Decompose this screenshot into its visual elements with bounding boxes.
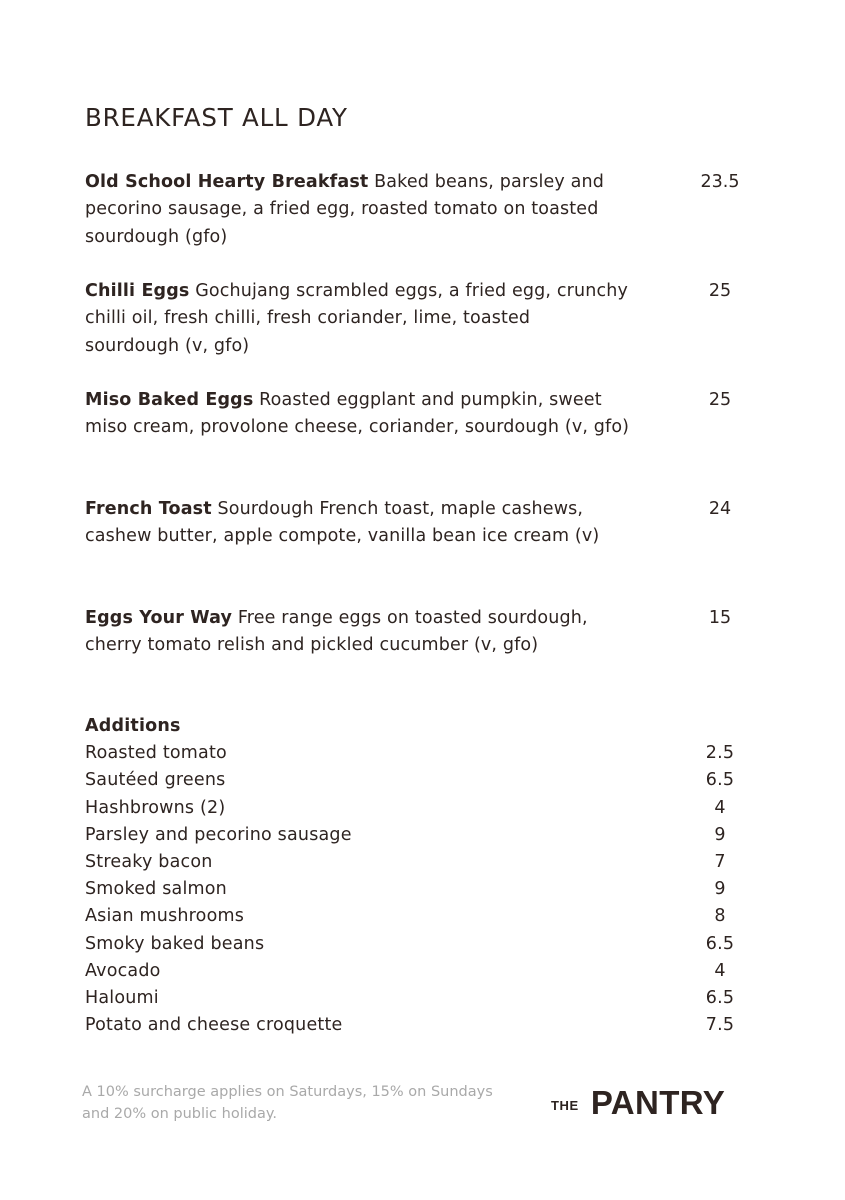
- dish-description: Free range eggs on toasted sourdough, cherry tomato relish and pickled cucumber (v, gfo): [85, 608, 588, 656]
- dish-name: Old School Hearty Breakfast: [85, 172, 369, 192]
- addition-price: 6.5: [705, 933, 735, 954]
- addition-row: [85, 795, 765, 822]
- addition-name: Potato and cheese croquette: [85, 1015, 343, 1036]
- dish-item: [85, 278, 765, 360]
- addition-price: 2.5: [705, 743, 735, 764]
- additions-list: [85, 713, 765, 1039]
- addition-price: 9: [714, 824, 726, 845]
- addition-price: 4: [714, 960, 726, 981]
- dish-price: 24: [708, 499, 732, 519]
- addition-row: [85, 1012, 765, 1039]
- addition-name: Hashbrowns (2): [85, 797, 226, 818]
- dish-text: [85, 169, 630, 251]
- dish-name: Eggs Your Way: [85, 608, 233, 628]
- dish-text: [85, 387, 630, 442]
- dish-description: Baked beans, parsley and pecorino sausage, a fried egg, roasted tomato on toasted sourdough (gfo): [85, 172, 604, 247]
- addition-price: 7.5: [705, 1015, 735, 1036]
- dish-item: [85, 387, 765, 442]
- dish-item: [85, 605, 765, 660]
- surcharge-note: A 10% surcharge applies on Saturdays, 15% on Sundays and 20% on public holiday.: [82, 1084, 493, 1122]
- additions-title: Additions: [85, 716, 181, 736]
- dish-description: Gochujang scrambled eggs, a fried egg, crunchy chilli oil, fresh chilli, fresh coriander, lime, toasted sourdough (v, gfo): [85, 281, 628, 356]
- dish-text: [85, 605, 630, 660]
- dish-price: 23.5: [700, 172, 740, 192]
- addition-price: 4: [714, 797, 726, 818]
- dish-item: [85, 169, 765, 251]
- dish-price: 15: [708, 608, 732, 628]
- dish-name: Miso Baked Eggs: [85, 390, 254, 410]
- addition-name: Asian mushrooms: [85, 906, 245, 927]
- brand-logo: [551, 1085, 725, 1121]
- addition-row: [85, 740, 765, 767]
- section-title: BREAKFAST ALL DAY: [85, 103, 348, 132]
- brand-logo-small: THE: [551, 1097, 579, 1113]
- dish-description: Sourdough French toast, maple cashews, cashew butter, apple compote, vanilla bean ice cream (v): [85, 499, 600, 547]
- dish-item: [85, 496, 765, 551]
- addition-row: [85, 849, 765, 876]
- addition-name: Avocado: [85, 960, 161, 981]
- dish-price: 25: [708, 390, 732, 410]
- dish-text: [85, 496, 630, 551]
- dish-name: Chilli Eggs: [85, 281, 190, 301]
- dish-name: French Toast: [85, 499, 212, 519]
- dish-description: Roasted eggplant and pumpkin, sweet miso cream, provolone cheese, coriander, sourdough (v, gfo): [85, 390, 630, 438]
- addition-name: Sautéed greens: [85, 770, 226, 791]
- addition-name: Smoked salmon: [85, 879, 227, 900]
- brand-logo-big: PANTRY: [590, 1084, 726, 1121]
- addition-price: 6.5: [705, 987, 735, 1008]
- dish-text: [85, 278, 630, 360]
- addition-price: 9: [714, 879, 726, 900]
- addition-row: [85, 767, 765, 794]
- addition-name: Streaky bacon: [85, 851, 213, 872]
- addition-row: [85, 931, 765, 958]
- addition-row: [85, 903, 765, 930]
- dish-price: 25: [708, 281, 732, 301]
- addition-price: 6.5: [705, 770, 735, 791]
- addition-name: Roasted tomato: [85, 743, 227, 764]
- addition-row: [85, 876, 765, 903]
- addition-price: 8: [714, 906, 726, 927]
- addition-name: Parsley and pecorino sausage: [85, 824, 352, 845]
- addition-row: [85, 958, 765, 985]
- addition-name: Haloumi: [85, 987, 159, 1008]
- addition-price: 7: [714, 851, 726, 872]
- addition-row: [85, 985, 765, 1012]
- addition-name: Smoky baked beans: [85, 933, 265, 954]
- addition-row: [85, 822, 765, 849]
